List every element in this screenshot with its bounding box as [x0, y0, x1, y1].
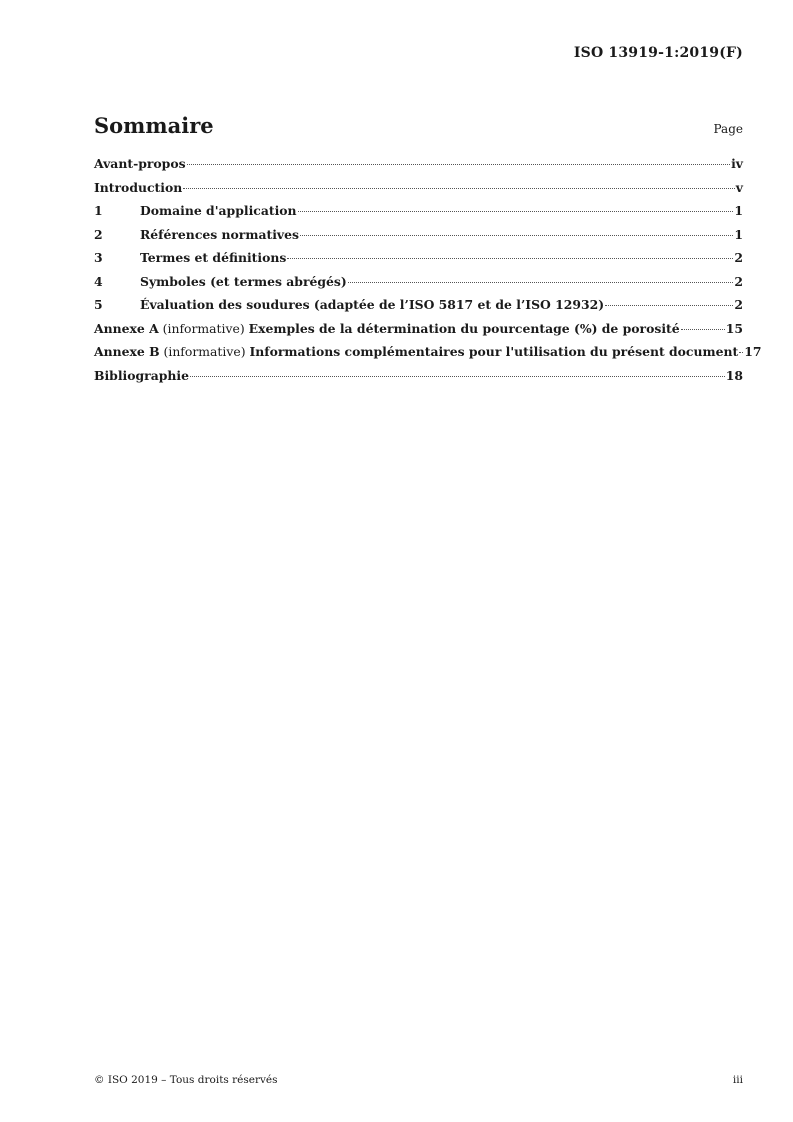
toc-dot-leader — [739, 352, 743, 353]
toc-entry-section-1[interactable] — [94, 203, 743, 227]
toc-entry-page[interactable]: iv — [731, 156, 743, 171]
page-column-label: Page — [713, 122, 743, 136]
toc-dot-leader — [348, 282, 734, 283]
toc-entry-title[interactable]: Avant-propos — [94, 156, 186, 171]
toc-entry-page[interactable]: 15 — [725, 320, 743, 336]
toc-entry-section-3[interactable] — [94, 250, 743, 274]
toc-entry-title[interactable]: Symboles (et termes abrégés) — [140, 273, 347, 289]
toc-entry-introduction[interactable] — [94, 180, 743, 204]
toc-entry-page[interactable]: 18 — [725, 367, 743, 383]
page-number: iii — [732, 1074, 743, 1086]
table-of-contents — [94, 156, 762, 391]
toc-dot-leader — [681, 329, 725, 330]
toc-entry-annex-b[interactable] — [94, 344, 762, 368]
toc-entry-title[interactable]: Références normatives — [140, 226, 299, 242]
page-title: Sommaire — [94, 113, 214, 138]
toc-entry-number: 3 — [94, 250, 103, 265]
toc-annex-label[interactable]: Annexe B — [94, 344, 160, 359]
copyright-notice: © ISO 2019 – Tous droits réservés — [94, 1074, 278, 1086]
toc-entry-section-4[interactable] — [94, 274, 743, 298]
toc-entry-number: 1 — [94, 203, 103, 218]
toc-annex-label[interactable]: Annexe A — [94, 320, 159, 336]
toc-annex-type: (informative) — [163, 344, 246, 359]
toc-entry-avant-propos[interactable] — [94, 156, 743, 180]
toc-dot-leader — [287, 258, 733, 259]
toc-entry-section-2[interactable] — [94, 227, 743, 251]
toc-dot-leader — [298, 211, 734, 212]
toc-entry-page[interactable]: 1 — [734, 203, 743, 218]
toc-entry-bibliographie[interactable] — [94, 368, 743, 392]
toc-dot-leader — [300, 235, 733, 236]
toc-entry-page[interactable]: 1 — [734, 226, 743, 242]
toc-entry-number: 4 — [94, 273, 103, 289]
toc-entry-page[interactable]: 2 — [734, 273, 743, 289]
toc-entry-title[interactable]: Introduction — [94, 179, 183, 195]
toc-entry-title[interactable]: Exemples de la détermination du pourcentage (%) de porosité — [248, 320, 680, 336]
toc-entry-page[interactable]: v — [735, 179, 743, 195]
toc-entry-title[interactable]: Évaluation des soudures (adaptée de l’ISO 5817 et de l’ISO 12932) — [140, 297, 605, 312]
toc-entry-title[interactable]: Informations complémentaires pour l'utilisation du présent document — [249, 344, 739, 359]
toc-entry-page[interactable]: 2 — [734, 297, 743, 312]
toc-entry-title[interactable]: Termes et définitions — [140, 250, 287, 265]
toc-dot-leader — [605, 305, 733, 306]
toc-dot-leader — [190, 376, 725, 377]
toc-header — [94, 113, 743, 138]
toc-dot-leader — [187, 164, 731, 165]
toc-entry-section-5[interactable] — [94, 297, 743, 321]
toc-entry-annex-a[interactable] — [94, 321, 743, 345]
toc-annex-type: (informative) — [162, 320, 245, 336]
page-footer — [94, 1074, 743, 1086]
toc-dot-leader — [183, 188, 735, 189]
toc-entry-page[interactable]: 2 — [734, 250, 743, 265]
toc-entry-page[interactable]: 17 — [744, 344, 762, 359]
toc-entry-title[interactable]: Bibliographie — [94, 367, 190, 383]
document-id: ISO 13919-1:2019(F) — [573, 45, 743, 61]
toc-entry-title[interactable]: Domaine d'application — [140, 203, 297, 218]
toc-entry-number: 2 — [94, 226, 103, 242]
toc-entry-number: 5 — [94, 297, 103, 312]
